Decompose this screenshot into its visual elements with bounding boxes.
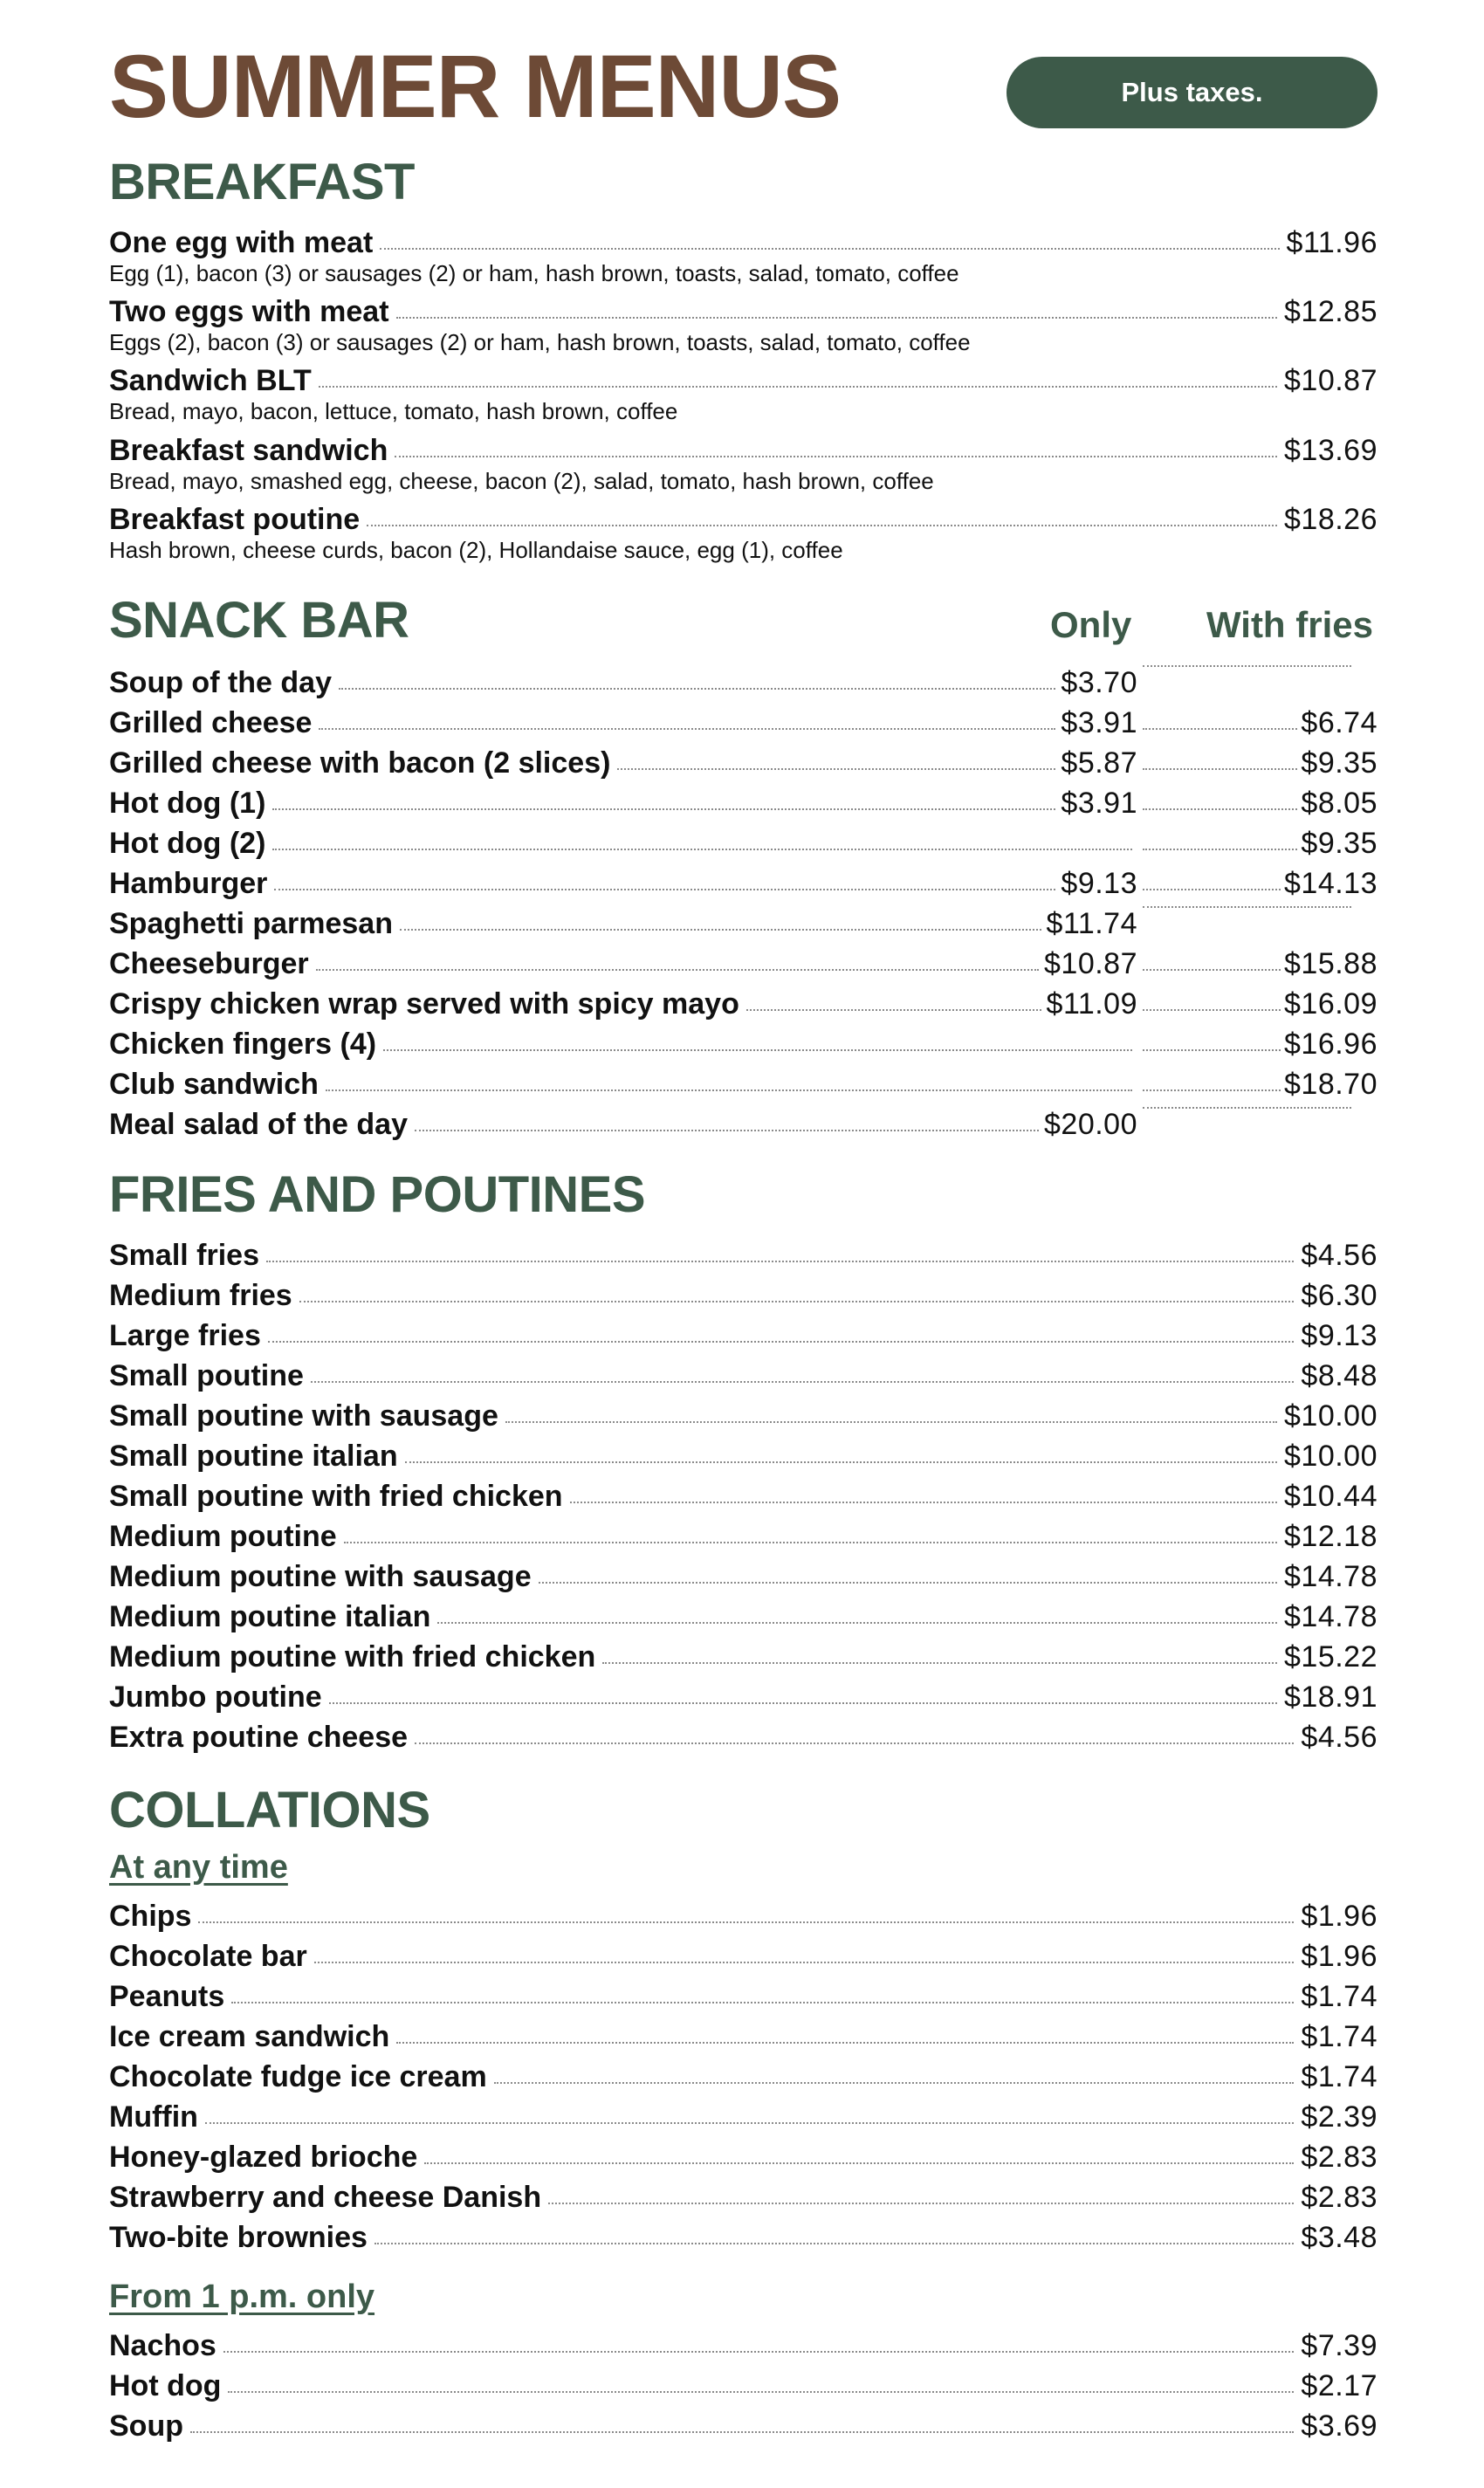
item-price: $4.56 [1301, 1721, 1378, 1754]
item-price: $7.39 [1301, 2329, 1378, 2362]
leader-dots [494, 2082, 1295, 2084]
menu-item [109, 2182, 1378, 2212]
item-name: Breakfast poutine [109, 503, 361, 536]
menu-item [109, 366, 1378, 395]
leader-dots [617, 768, 1055, 770]
leader-dots [1143, 728, 1297, 730]
item-price: $10.87 [1284, 364, 1378, 397]
menu-item [109, 1722, 1378, 1752]
item-price: $13.69 [1284, 434, 1378, 467]
menu-item [109, 2022, 1378, 2052]
leader-dots [344, 1542, 1277, 1543]
item-price: $6.30 [1301, 1279, 1378, 1312]
item-price: $2.83 [1301, 2141, 1378, 2174]
menu-item [109, 1522, 1378, 1551]
leader-dots [223, 2351, 1295, 2353]
item-name: Medium poutine [109, 1520, 337, 1553]
item-description: Bread, mayo, bacon, lettuce, tomato, hash brown, coffee [109, 398, 678, 424]
snack-row [109, 869, 1378, 904]
item-name: Hot dog (2) [109, 827, 266, 860]
menu-item [109, 1241, 1378, 1270]
item-price: $18.91 [1284, 1680, 1378, 1714]
item-price: $2.83 [1301, 2181, 1378, 2214]
leader-dots [415, 1742, 1294, 1744]
item-name: Muffin [109, 2100, 198, 2134]
price-only: $9.13 [1061, 867, 1137, 900]
item-name: Strawberry and cheese Danish [109, 2181, 542, 2214]
page-title: SUMMER MENUS [109, 37, 842, 136]
leader-dots [395, 456, 1277, 457]
item-name: Medium poutine with fried chicken [109, 1640, 596, 1674]
item-name: Soup [109, 2409, 183, 2443]
item-price: $11.96 [1286, 226, 1378, 259]
item-price: $10.44 [1284, 1480, 1378, 1513]
column-header-only: Only [1050, 604, 1132, 645]
leader-dots [405, 1461, 1277, 1463]
item-name: Small poutine [109, 1359, 304, 1392]
menu-item [109, 2102, 1378, 2132]
leader-dots [437, 1622, 1277, 1624]
snack-row [109, 748, 1378, 783]
leader-dots [329, 1702, 1277, 1704]
leader-dots [424, 2162, 1294, 2164]
section-title-snack-bar: SNACK BAR [109, 592, 409, 649]
item-price: $4.56 [1301, 1239, 1378, 1272]
snack-row [109, 909, 1378, 944]
item-name: One egg with meat [109, 226, 374, 259]
menu-item [109, 1441, 1378, 1471]
item-name: Jumbo poutine [109, 1680, 322, 1714]
leader-dots [383, 1049, 1132, 1051]
leader-dots [380, 248, 1279, 250]
price-only: $5.87 [1061, 746, 1137, 780]
price-only: $10.87 [1044, 947, 1137, 980]
subsection-title-afternoon: From 1 p.m. only [109, 2278, 375, 2315]
item-name: Club sandwich [109, 1068, 319, 1101]
snack-row [109, 989, 1378, 1024]
item-name: Chocolate bar [109, 1940, 307, 1973]
item-price: $14.78 [1284, 1560, 1378, 1593]
menu-item [109, 297, 1378, 326]
item-price: $1.96 [1301, 1940, 1378, 1973]
item-name: Chicken fingers (4) [109, 1028, 377, 1061]
leader-dots [374, 2243, 1294, 2244]
price-with-fries: $14.13 [1284, 867, 1378, 900]
price-only: $20.00 [1044, 1108, 1137, 1141]
price-with-fries: $9.35 [1301, 746, 1378, 780]
taxes-badge-label: Plus taxes. [1121, 77, 1263, 107]
item-name: Meal salad of the day [109, 1108, 408, 1141]
item-price: $2.39 [1301, 2100, 1378, 2134]
leader-dots [415, 1130, 1039, 1131]
item-description: Hash brown, cheese curds, bacon (2), Hollandaise sauce, egg (1), coffee [109, 537, 843, 563]
menu-item [109, 1562, 1378, 1591]
menu-item [109, 1602, 1378, 1632]
price-with-fries: $8.05 [1301, 787, 1378, 820]
leader-dots [1143, 1049, 1281, 1051]
item-price: $3.69 [1301, 2409, 1378, 2443]
leader-dots [1143, 969, 1281, 971]
leader-dots [311, 1381, 1294, 1383]
leader-dots [231, 2002, 1294, 2003]
section-title-fries-poutines: FRIES AND POUTINES [109, 1166, 646, 1223]
leader-dots [314, 1962, 1295, 1963]
item-price: $1.74 [1301, 2060, 1378, 2093]
item-price: $2.17 [1301, 2369, 1378, 2402]
item-name: Breakfast sandwich [109, 434, 388, 467]
menu-item [109, 1321, 1378, 1351]
leader-dots [1143, 768, 1297, 770]
leader-dots [268, 1341, 1295, 1343]
leader-dots [266, 1261, 1294, 1262]
price-with-fries: $16.09 [1284, 987, 1378, 1021]
leader-dots [400, 929, 1041, 931]
leader-dots [1143, 1107, 1351, 1109]
menu-item [109, 1481, 1378, 1511]
item-name: Medium poutine italian [109, 1600, 431, 1633]
item-name: Crispy chicken wrap served with spicy mayo [109, 987, 739, 1021]
item-name: Grilled cheese with bacon (2 slices) [109, 746, 611, 780]
item-name: Soup of the day [109, 666, 332, 699]
item-price: $14.78 [1284, 1600, 1378, 1633]
taxes-badge [1007, 57, 1378, 128]
leader-dots [272, 849, 1132, 850]
price-only: $3.91 [1061, 787, 1137, 820]
leader-dots [274, 889, 1055, 890]
leader-dots [505, 1421, 1277, 1423]
item-description: Egg (1), bacon (3) or sausages (2) or ham, hash brown, toasts, salad, tomato, coffee [109, 260, 959, 286]
menu-item [109, 2371, 1378, 2401]
menu-item [109, 505, 1378, 534]
menu-item [109, 1901, 1378, 1931]
snack-row [109, 708, 1378, 743]
item-name: Chips [109, 1900, 192, 1933]
item-name: Medium fries [109, 1279, 292, 1312]
item-price: $9.13 [1301, 1319, 1378, 1352]
leader-dots [319, 728, 1055, 730]
item-price: $3.48 [1301, 2221, 1378, 2254]
leader-dots [1143, 1009, 1281, 1011]
snack-row [109, 949, 1378, 984]
leader-dots [316, 969, 1039, 971]
menu-item [109, 2223, 1378, 2252]
leader-dots [198, 1921, 1294, 1923]
leader-dots [1143, 906, 1351, 908]
leader-dots [1143, 1089, 1281, 1091]
snack-row [109, 1110, 1378, 1144]
item-price: $1.74 [1301, 1980, 1378, 2013]
item-name: Cheeseburger [109, 947, 309, 980]
item-name: Nachos [109, 2329, 216, 2362]
item-price: $8.48 [1301, 1359, 1378, 1392]
leader-dots [1143, 808, 1297, 810]
menu-item [109, 2331, 1378, 2361]
item-name: Small poutine with sausage [109, 1399, 498, 1433]
snack-row [109, 828, 1378, 863]
price-only: $11.74 [1046, 907, 1137, 940]
price-only: $3.70 [1061, 666, 1137, 699]
leader-dots [396, 317, 1277, 319]
snack-row [109, 1069, 1378, 1104]
item-price: $18.26 [1284, 503, 1378, 536]
price-with-fries: $9.35 [1301, 827, 1378, 860]
price-only: $3.91 [1061, 706, 1137, 739]
item-price: $1.74 [1301, 2020, 1378, 2053]
item-price: $1.96 [1301, 1900, 1378, 1933]
item-name: Peanuts [109, 1980, 225, 2013]
item-name: Two eggs with meat [109, 295, 389, 328]
item-description: Bread, mayo, smashed egg, cheese, bacon (2), salad, tomato, hash brown, coffee [109, 468, 934, 494]
snack-row [109, 668, 1378, 703]
leader-dots [602, 1662, 1277, 1664]
leader-dots [299, 1301, 1295, 1302]
item-name: Extra poutine cheese [109, 1721, 409, 1754]
leader-dots [272, 808, 1055, 810]
section-title-collations: COLLATIONS [109, 1782, 430, 1839]
item-name: Hot dog [109, 2369, 222, 2402]
item-name: Two-bite brownies [109, 2221, 368, 2254]
leader-dots [319, 386, 1277, 388]
leader-dots [746, 1009, 1041, 1011]
item-name: Spaghetti parmesan [109, 907, 393, 940]
leader-dots [548, 2203, 1294, 2204]
menu-item [109, 1942, 1378, 1971]
leader-dots [205, 2122, 1294, 2124]
leader-dots [1143, 665, 1351, 667]
leader-dots [539, 1582, 1277, 1584]
menu-item [109, 228, 1378, 258]
leader-dots [326, 1089, 1132, 1091]
menu-item [109, 1281, 1378, 1310]
price-with-fries: $15.88 [1284, 947, 1378, 980]
menu-item [109, 1642, 1378, 1672]
item-description: Eggs (2), bacon (3) or sausages (2) or ham, hash brown, toasts, salad, tomato, coffee [109, 329, 971, 355]
menu-item [109, 436, 1378, 465]
item-name: Small poutine with fried chicken [109, 1480, 563, 1513]
menu-item [109, 2142, 1378, 2172]
item-price: $10.00 [1284, 1440, 1378, 1473]
menu-item [109, 1401, 1378, 1431]
snack-row [109, 1029, 1378, 1064]
leader-dots [228, 2391, 1294, 2393]
leader-dots [339, 688, 1055, 690]
column-header-with-fries: With fries [1206, 604, 1373, 645]
item-price: $12.18 [1284, 1520, 1378, 1553]
snack-row [109, 788, 1378, 823]
item-name: Ice cream sandwich [109, 2020, 390, 2053]
item-name: Hot dog (1) [109, 787, 266, 820]
subsection-title-anytime: At any time [109, 1849, 288, 1886]
item-name: Small poutine italian [109, 1440, 398, 1473]
price-with-fries: $6.74 [1301, 706, 1378, 739]
item-price: $10.00 [1284, 1399, 1378, 1433]
item-name: Medium poutine with sausage [109, 1560, 532, 1593]
leader-dots [1143, 849, 1297, 850]
menu-item [109, 1682, 1378, 1712]
item-name: Chocolate fudge ice cream [109, 2060, 487, 2093]
leader-dots [396, 2042, 1294, 2044]
menu-item [109, 2411, 1378, 2441]
price-only: $11.09 [1046, 987, 1137, 1021]
item-name: Hamburger [109, 867, 268, 900]
leader-dots [1143, 889, 1281, 890]
item-name: Grilled cheese [109, 706, 313, 739]
menu-item [109, 1982, 1378, 2011]
price-with-fries: $18.70 [1284, 1068, 1378, 1101]
item-price: $15.22 [1284, 1640, 1378, 1674]
item-name: Honey-glazed brioche [109, 2141, 418, 2174]
item-name: Large fries [109, 1319, 261, 1352]
menu-item [109, 1361, 1378, 1391]
leader-dots [570, 1502, 1277, 1503]
menu-item [109, 2062, 1378, 2092]
leader-dots [367, 525, 1277, 526]
item-price: $12.85 [1284, 295, 1378, 328]
section-title-breakfast: BREAKFAST [109, 154, 415, 210]
price-with-fries: $16.96 [1284, 1028, 1378, 1061]
item-name: Small fries [109, 1239, 259, 1272]
leader-dots [190, 2431, 1294, 2433]
item-name: Sandwich BLT [109, 364, 312, 397]
